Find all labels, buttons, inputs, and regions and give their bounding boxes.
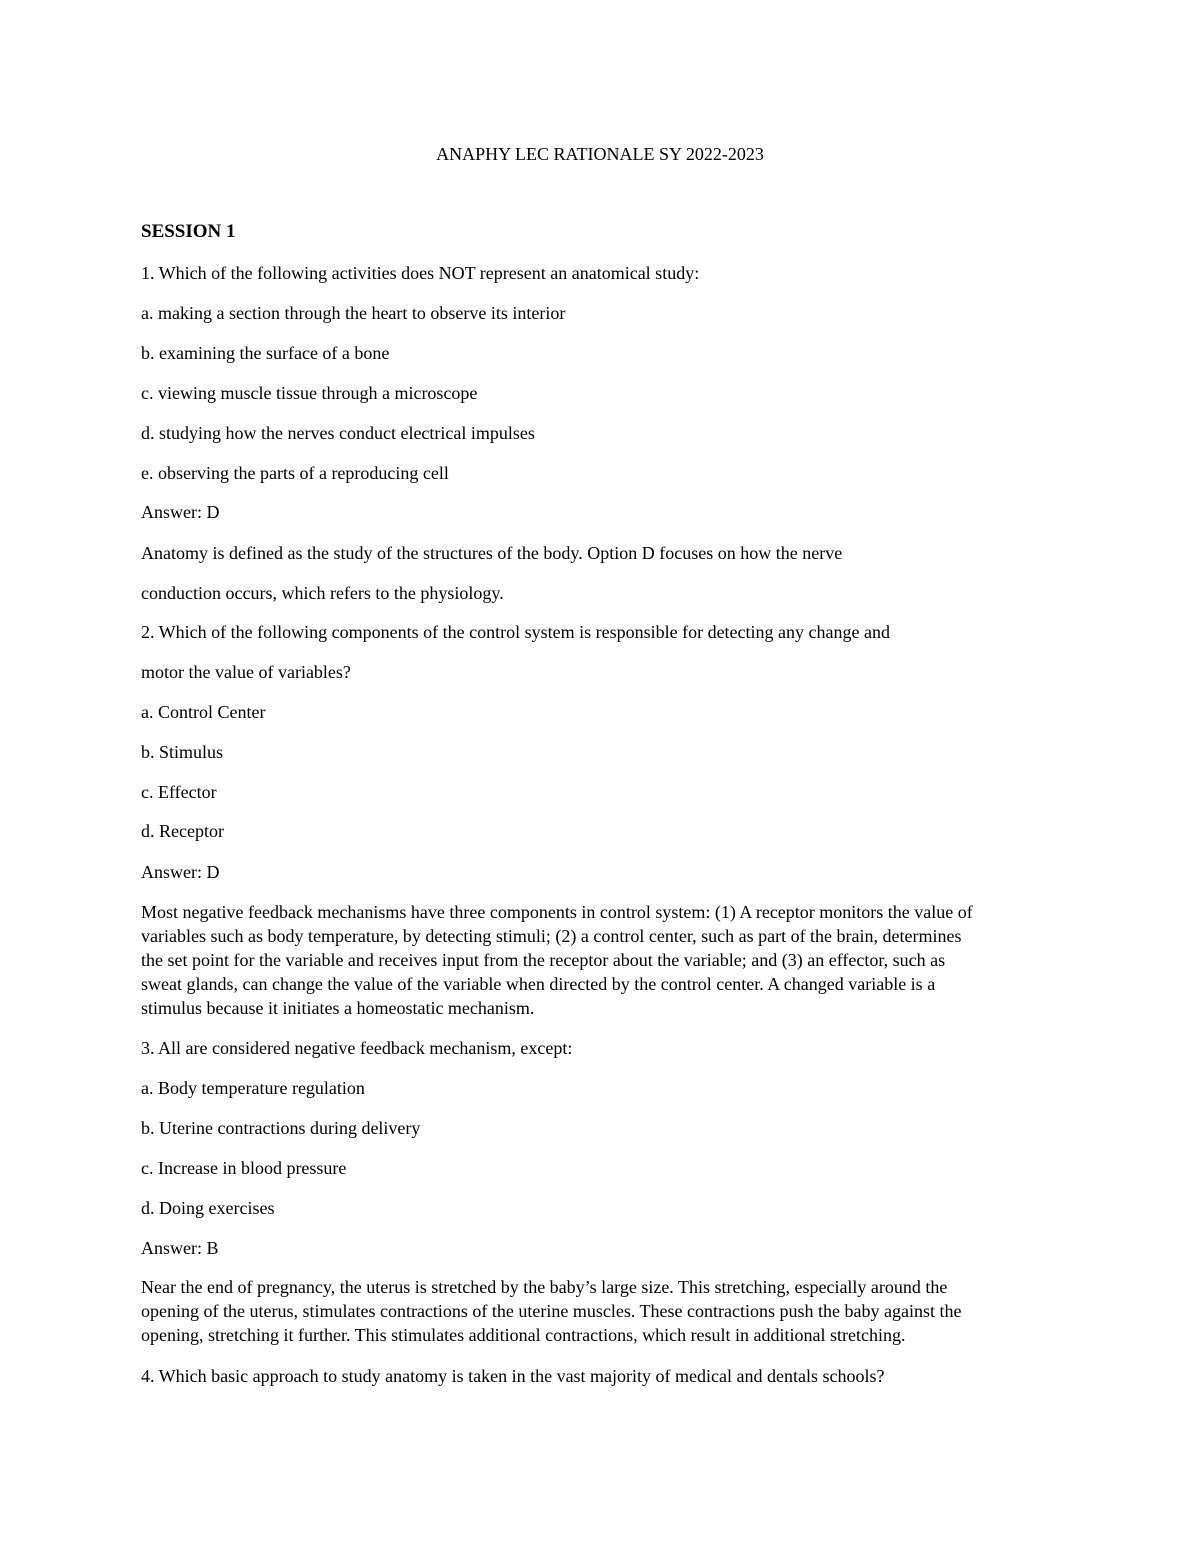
document-title: ANAPHY LEC RATIONALE SY 2022-2023 (436, 144, 764, 164)
question-3: 3. All are considered negative feedback mechanism, except: (141, 1038, 573, 1058)
q2-rationale-line-3: the set point for the variable and receives input from the receptor about the variable; and (3) an effector, such as (141, 950, 946, 970)
q3-rationale-line-1: Near the end of pregnancy, the uterus is stretched by the baby’s large size. This stretching, especially around the (141, 1277, 948, 1297)
question-1: 1. Which of the following activities does NOT represent an anatomical study: (141, 263, 700, 283)
question-4: 4. Which basic approach to study anatomy is taken in the vast majority of medical and dentals schools? (141, 1366, 885, 1386)
q1-answer: Answer: D (141, 502, 220, 522)
q1-option-a: a. making a section through the heart to observe its interior (141, 303, 566, 323)
q1-rationale-line-2: conduction occurs, which refers to the physiology. (141, 583, 504, 603)
q3-option-b: b. Uterine contractions during delivery (141, 1118, 421, 1138)
q2-answer: Answer: D (141, 862, 220, 882)
q2-rationale-line-1: Most negative feedback mechanisms have three components in control system: (1) A receptor monitors the value of (141, 902, 973, 922)
q3-rationale-line-2: opening of the uterus, stimulates contractions of the uterine muscles. These contractions push the baby against the (141, 1301, 962, 1321)
q1-option-d: d. studying how the nerves conduct electrical impulses (141, 423, 535, 443)
q2-option-d: d. Receptor (141, 821, 224, 841)
question-2-line-1: 2. Which of the following components of the control system is responsible for detecting any change and (141, 622, 890, 642)
q3-option-a: a. Body temperature regulation (141, 1078, 365, 1098)
q1-option-c: c. viewing muscle tissue through a microscope (141, 383, 478, 403)
q2-option-a: a. Control Center (141, 702, 266, 722)
q2-rationale-line-2: variables such as body temperature, by detecting stimuli; (2) a control center, such as part of the brain, determines (141, 926, 962, 946)
q1-rationale-line-1: Anatomy is defined as the study of the structures of the body. Option D focuses on how the nerve (141, 543, 843, 563)
q2-option-c: c. Effector (141, 782, 217, 802)
q1-option-e: e. observing the parts of a reproducing cell (141, 463, 449, 483)
q3-rationale-line-3: opening, stretching it further. This stimulates additional contractions, which result in additional stretching. (141, 1325, 906, 1345)
session-heading: SESSION 1 (141, 221, 236, 242)
question-2-line-2: motor the value of variables? (141, 662, 351, 682)
q2-rationale-line-5: stimulus because it initiates a homeostatic mechanism. (141, 998, 535, 1018)
q3-answer: Answer: B (141, 1238, 219, 1258)
q2-rationale-line-4: sweat glands, can change the value of the variable when directed by the control center. A changed variable is a (141, 974, 936, 994)
q3-option-c: c. Increase in blood pressure (141, 1158, 347, 1178)
q1-option-b: b. examining the surface of a bone (141, 343, 390, 363)
q3-option-d: d. Doing exercises (141, 1198, 275, 1218)
q2-option-b: b. Stimulus (141, 742, 224, 762)
